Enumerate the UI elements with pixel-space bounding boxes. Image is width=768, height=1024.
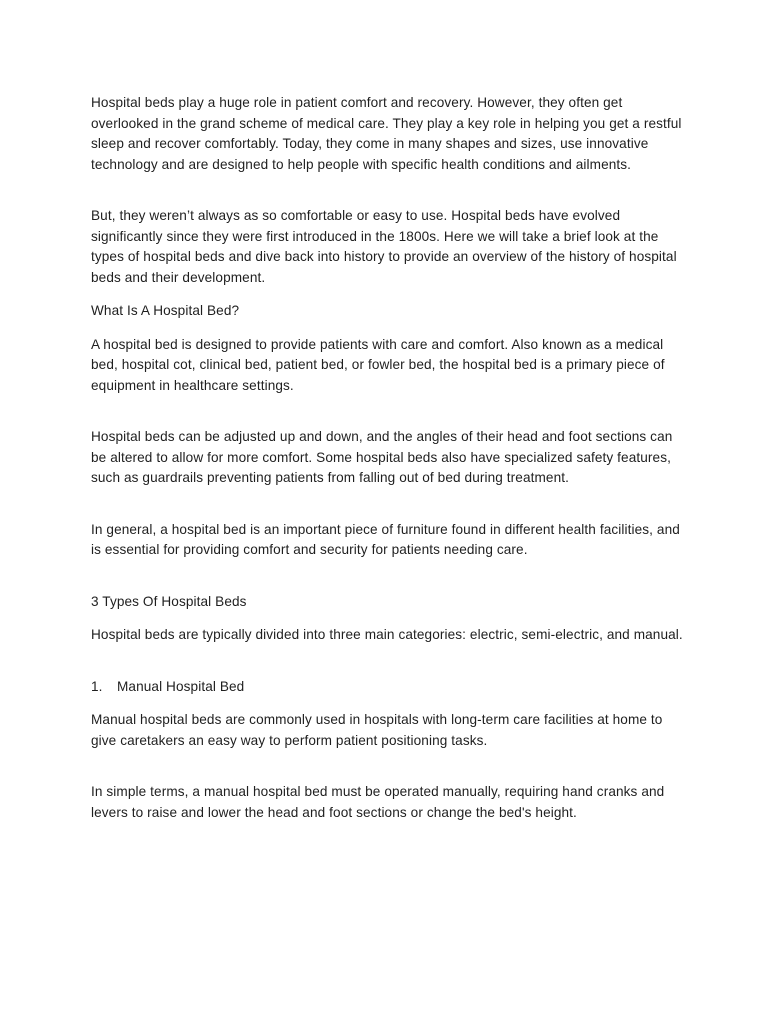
document-body: [91, 93, 691, 823]
paragraph-categories: Hospital beds are typically divided into three main categories: electric, semi-electric, and manual.: [91, 627, 683, 642]
paragraph-history-intro: But, they weren’t always as so comfortable or easy to use. Hospital beds have evolved significantly since they were first introduced in the 1800s. Here we will take a brief look at the types of hospital beds and dive back into history to provide an overview of the history of hospital beds and their development.: [91, 208, 677, 285]
list-item-manual-hospital-bed: [91, 677, 691, 698]
paragraph-definition: A hospital bed is designed to provide patients with care and comfort. Also known as a medical bed, hospital cot, clinical bed, patient bed, or fowler bed, the hospital bed is a primary piece of equipment in healthcare settings.: [91, 336, 665, 393]
list-item-number: 1.: [91, 678, 103, 694]
paragraph-manual-bed-operation: In simple terms, a manual hospital bed must be operated manually, requiring hand cranks and levers to raise and lower the head and foot sections or change the bed's height.: [91, 784, 665, 820]
paragraph-intro: Hospital beds play a huge role in patient comfort and recovery. However, they often get overlooked in the grand scheme of medical care. They play a key role in helping you get a restful sleep and recover comfortably. Today, they come in many shapes and sizes, use innovative technology and are designed to help people with specific health conditions and ailments.: [91, 95, 682, 172]
paragraph-importance: In general, a hospital bed is an important piece of furniture found in different health facilities, and is essential for providing comfort and security for patients needing care.: [91, 521, 680, 557]
paragraph-adjustability: Hospital beds can be adjusted up and down, and the angles of their head and foot sections can be altered to allow for more comfort. Some hospital beds also have specialized safety features, such as guardrails preventing patients from falling out of bed during treatment.: [91, 429, 673, 485]
heading-what-is-a-hospital-bed: What Is A Hospital Bed?: [91, 303, 240, 318]
heading-3-types: 3 Types Of Hospital Beds: [91, 593, 247, 609]
list-item-label: Manual Hospital Bed: [117, 678, 245, 694]
paragraph-manual-bed-usage: Manual hospital beds are commonly used in hospitals with long-term care facilities at home to give caretakers an easy way to perform patient positioning tasks.: [91, 712, 663, 748]
